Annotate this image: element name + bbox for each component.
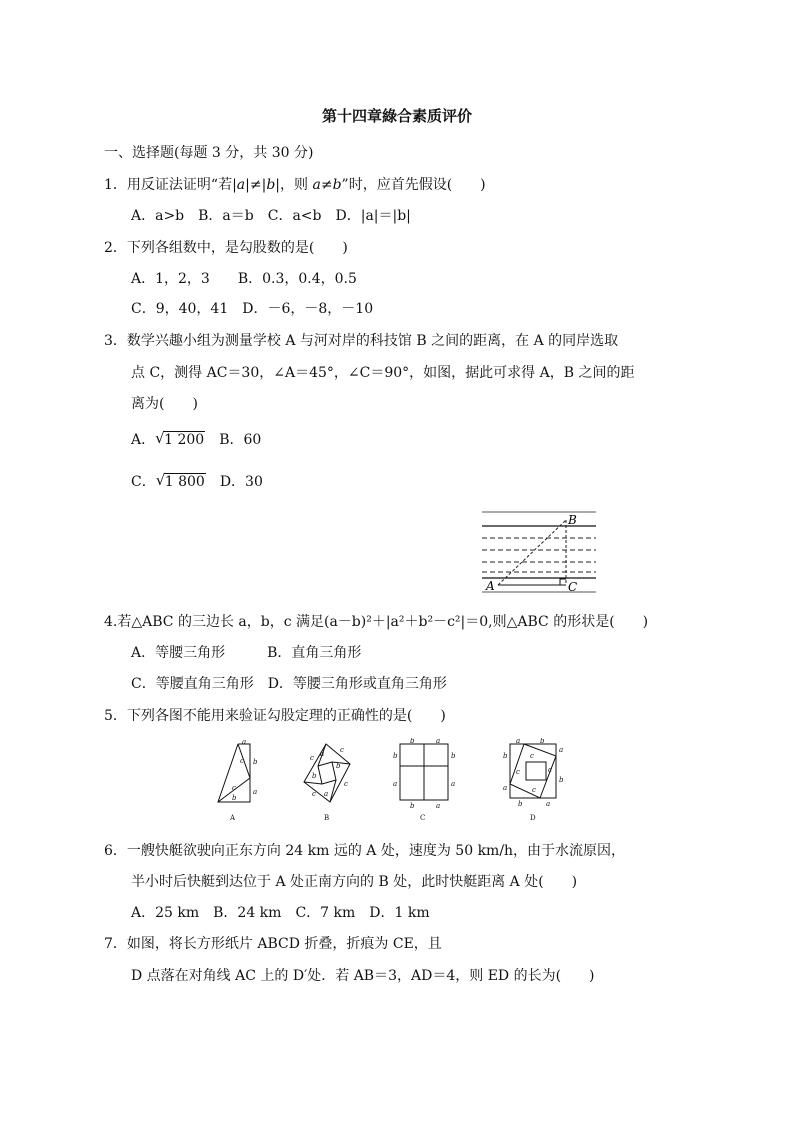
svg-text:b: b [336, 762, 341, 770]
figure-label: A [230, 814, 236, 822]
svg-text:c: c [310, 754, 314, 762]
question-3-stem-line-2: 点 C，测得 AC＝30，∠A＝45°，∠C＝90°，如图，据此可求得 A，B 之间的距 [131, 365, 635, 381]
point-a-label: A [486, 579, 495, 593]
question-6-stem-line-2: 半小时后快艇到达位于 A 处正南方向的 B 处，此时快艇距离 A 处( ) [131, 874, 578, 890]
svg-text:c: c [340, 746, 344, 754]
svg-text:a: a [320, 750, 325, 758]
question-number: 2． [104, 240, 127, 256]
question-4-options-row-2: C．等腰直角三角形 D．等腰三角形或直角三角形 [131, 676, 447, 692]
svg-text:a: a [516, 738, 521, 745]
pythagoras-figures [200, 738, 570, 828]
svg-text:a: a [242, 738, 247, 746]
radical: √ 1 800 [155, 471, 205, 490]
svg-text:c: c [516, 768, 520, 776]
svg-text:b: b [232, 794, 237, 802]
svg-text:b: b [410, 738, 415, 745]
svg-text:b: b [253, 758, 258, 766]
question-7-stem-line-2: D 点落在对角线 AC 上的 D′处．若 AB＝3，AD＝4，则 ED 的长为( ) [131, 968, 595, 984]
question-number: 1． [104, 177, 127, 193]
radical: √ 1 200 [155, 429, 205, 448]
question-7-stem: 7．如图，将长方形纸片 ABCD 折叠，折痕为 CE，且 [104, 936, 442, 952]
question-number: 5． [104, 708, 127, 724]
figure-label: B [324, 814, 330, 822]
question-1-stem: 1．用反证法证明“若|a|≠|b|，则 a≠b”时，应首先假设( ) [104, 177, 486, 193]
figure-label: C [420, 814, 426, 822]
svg-text:c: c [532, 786, 536, 794]
question-2-options-row-1: A．1，2，3 B．0.3，0.4，0.5 [131, 271, 357, 287]
svg-text:a: a [451, 780, 456, 788]
svg-text:b: b [410, 802, 415, 810]
svg-text:c: c [232, 784, 236, 792]
question-number: 7． [104, 936, 127, 952]
figure-label: D [530, 814, 536, 822]
svg-text:a: a [436, 738, 441, 745]
svg-text:a: a [393, 780, 398, 788]
question-2-stem: 2．下列各组数中，是勾股数的是( ) [104, 240, 348, 256]
svg-text:b: b [559, 776, 564, 784]
figure-b [304, 744, 350, 822]
page-title: 第十四章綠合素质评价 [321, 107, 472, 125]
question-number: 6． [104, 843, 127, 859]
svg-text:b: b [503, 752, 508, 760]
svg-text:c: c [344, 780, 348, 788]
svg-text:c: c [548, 766, 552, 774]
svg-text:a: a [253, 788, 258, 796]
question-6-stem: 6．一艘快艇欲驶向正东方向 24 km 远的 A 处，速度为 50 km/h，由于水流原因， [104, 843, 626, 859]
svg-text:a: a [436, 802, 441, 810]
svg-text:b: b [518, 800, 523, 808]
question-number: 4. [104, 614, 118, 630]
question-3-options-row-1: A． √ 1 200 B．60 [131, 429, 262, 448]
question-3-stem: 3．数学兴趣小组为测量学校 A 与河对岸的科技馆 B 之间的距离，在 A 的同岸选取 [104, 333, 619, 349]
question-number: 3． [104, 333, 127, 349]
figure-d [503, 738, 564, 822]
svg-text:b: b [540, 738, 545, 745]
question-1-options: A．a>b B．a＝b C．a<b D．|a|＝|b| [131, 208, 411, 224]
question-3-options-row-2: C． √ 1 800 D．30 [131, 471, 263, 490]
question-3-stem-line-3: 离为( ) [131, 396, 198, 412]
svg-text:a: a [546, 800, 551, 808]
svg-text:b: b [451, 752, 456, 760]
river-figure [478, 508, 600, 596]
question-5-stem: 5．下列各图不能用来验证勾股定理的正确性的是( ) [104, 708, 446, 724]
svg-text:c: c [240, 757, 244, 765]
svg-text:c: c [312, 790, 316, 798]
question-2-options-row-2: C．9，40，41 D．－6，－8，－10 [131, 301, 374, 317]
svg-text:a: a [559, 746, 564, 754]
svg-text:c: c [530, 752, 534, 760]
svg-text:a: a [324, 790, 329, 798]
point-c-label: C [568, 580, 578, 594]
section-heading: 一、选择题(每题 3 分，共 30 分) [104, 145, 314, 161]
question-4-options-row-1: A．等腰三角形 B．直角三角形 [131, 645, 362, 661]
svg-text:a: a [503, 784, 508, 792]
question-6-options: A．25 km B．24 km C．7 km D．1 km [131, 905, 430, 921]
question-4-stem: 4.若△ABC 的三边长 a，b，c 满足(a－b)²＋|a²＋b²－c²|＝0,则△ABC 的形状是( ) [104, 614, 649, 630]
svg-text:b: b [393, 752, 398, 760]
figure-a [218, 738, 258, 822]
point-b-label: B [568, 513, 577, 527]
figure-c [393, 738, 456, 822]
svg-text:b: b [312, 772, 317, 780]
